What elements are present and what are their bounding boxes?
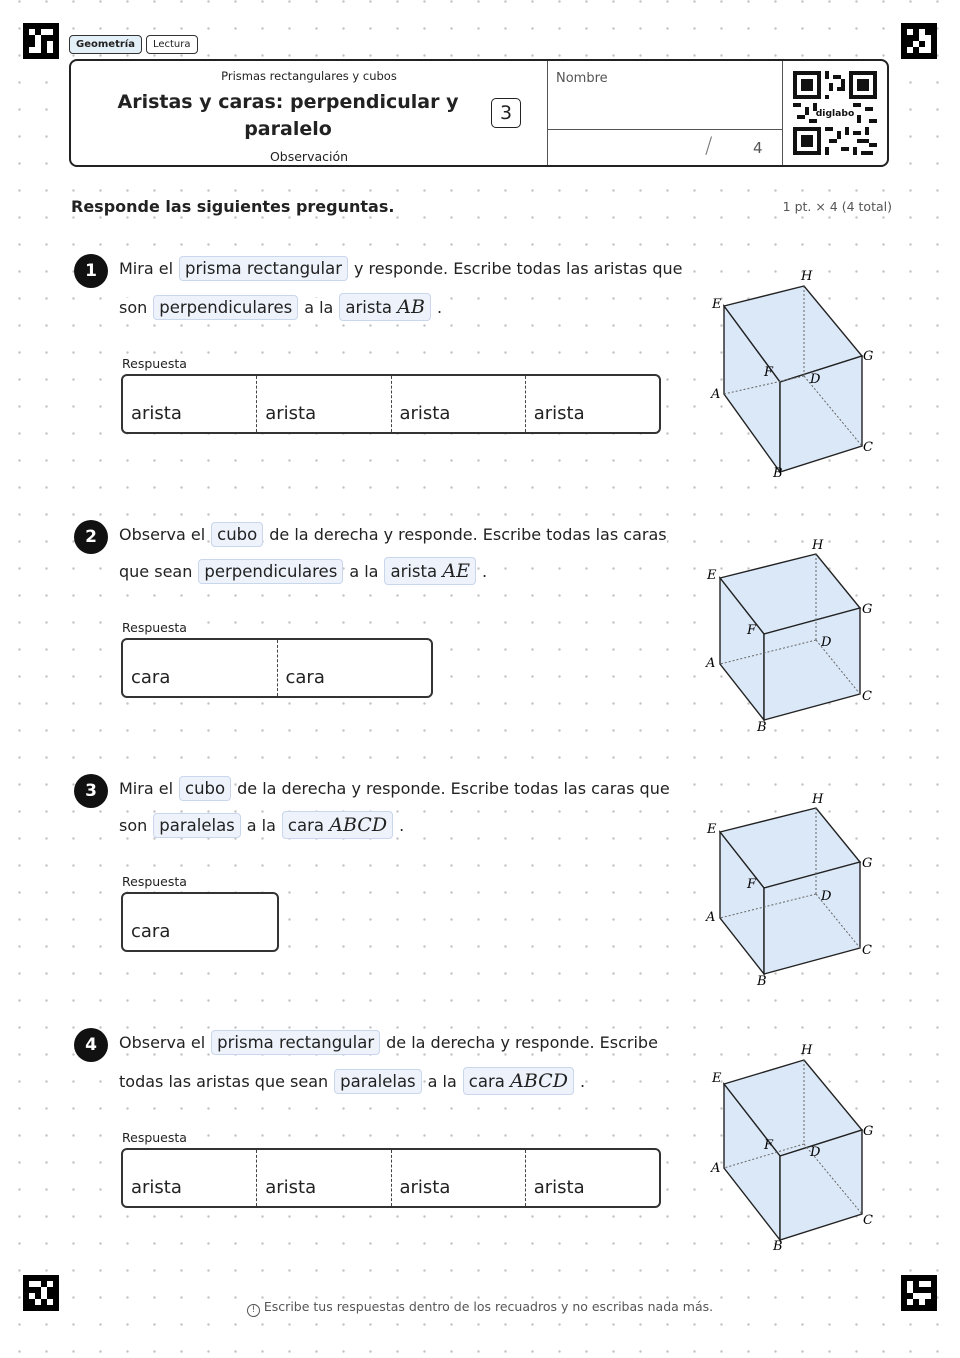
question-text-line-1 (119, 776, 670, 801)
question-number: 1 (74, 254, 108, 288)
chip-word: cara (287, 816, 324, 835)
keyword-chip: prisma rectangular (179, 256, 348, 281)
keyword-chip: cubo (211, 522, 263, 547)
face-chip (282, 811, 393, 839)
cell-label: cara (285, 667, 325, 688)
cell-label: arista (399, 1177, 451, 1198)
question-text-line-2 (119, 811, 404, 839)
corner-marker-top-left (23, 23, 59, 59)
header-title-block (71, 61, 548, 165)
answer-cell[interactable] (525, 376, 659, 432)
vertex-f: F (764, 365, 774, 380)
answer-label: Respuesta (122, 620, 187, 635)
cell-label: arista (265, 403, 317, 424)
text: . (579, 1071, 586, 1091)
answer-cell[interactable] (123, 1150, 256, 1206)
keyword-chip: cubo (179, 776, 231, 801)
vertex-d: D (810, 372, 821, 387)
cell-label: arista (131, 1177, 182, 1198)
answer-cell[interactable] (123, 376, 256, 432)
page-title: Aristas y caras: perpendicular y paralelo (117, 91, 459, 140)
text: de la derecha y responde. Escribe (386, 1033, 658, 1052)
text: a la (304, 297, 334, 317)
answer-box[interactable] (121, 374, 661, 434)
chip-word: arista (390, 562, 438, 581)
keyword-chip: paralelas (334, 1069, 422, 1094)
answer-cell[interactable] (123, 640, 277, 696)
cell-label: arista (131, 403, 182, 424)
keyword-chip: perpendiculares (198, 559, 343, 584)
vertex-d: D (810, 1145, 821, 1160)
score-slash: / (705, 134, 713, 159)
vertex-h: H (801, 1043, 813, 1058)
vertex-c: C (862, 943, 872, 958)
question-text-line-2 (119, 1067, 585, 1095)
answer-cell[interactable] (391, 1150, 525, 1206)
worksheet-number-badge: 3 (491, 98, 521, 128)
chip-word: arista (345, 298, 393, 317)
score-total: 4 (753, 139, 763, 157)
chip-math: AB (397, 296, 425, 318)
keyword-chip: paralelas (153, 813, 241, 838)
text: que sean (119, 561, 193, 581)
edge-chip (384, 557, 476, 585)
vertex-e: E (707, 822, 717, 837)
vertex-g: G (862, 602, 873, 617)
vertex-a: A (706, 656, 716, 671)
cell-label: arista (533, 403, 585, 424)
vertex-h: H (812, 538, 824, 553)
question-text-line-1 (119, 256, 682, 281)
vertex-c: C (862, 689, 872, 704)
answer-cell[interactable] (391, 376, 525, 432)
text: Mira el (119, 259, 174, 278)
instructions: Responde las siguientes preguntas. (71, 197, 395, 216)
text: y responde. Escribe todas las aristas que (353, 259, 683, 278)
qr-code-icon (793, 71, 877, 155)
chip-math: ABCD (329, 814, 388, 836)
score-field[interactable] (547, 129, 783, 165)
vertex-g: G (863, 1124, 874, 1139)
answer-cell[interactable] (123, 894, 277, 950)
vertex-f: F (764, 1138, 774, 1153)
vertex-b: B (773, 466, 783, 481)
header-subtitle: Prismas rectangulares y cubos (221, 69, 397, 83)
name-label: Nombre (556, 71, 608, 86)
text: son (119, 815, 148, 835)
vertex-e: E (712, 1071, 722, 1086)
subject-tags (69, 35, 198, 54)
text: a la (349, 561, 379, 581)
chip-math: ABCD (510, 1070, 568, 1092)
answer-cell[interactable] (277, 640, 432, 696)
worksheet-header (69, 59, 889, 167)
qr-label: diglabo (815, 108, 855, 120)
text: son (119, 297, 148, 317)
text: a la (246, 815, 276, 835)
rectangular-prism-diagram (700, 1038, 890, 1258)
answer-label: Respuesta (122, 1130, 187, 1145)
corner-marker-top-right (901, 23, 937, 59)
answer-box[interactable] (121, 892, 279, 952)
keyword-chip: prisma rectangular (211, 1030, 380, 1055)
rectangular-prism-diagram (700, 264, 890, 484)
vertex-e: E (712, 297, 722, 312)
cell-label: arista (533, 1177, 585, 1198)
cell-label: cara (131, 921, 171, 942)
chip-word: cara (468, 1072, 505, 1091)
text: todas las aristas que sean (119, 1071, 329, 1091)
text: Observa el (119, 1033, 206, 1052)
name-field[interactable] (547, 61, 783, 130)
text: . (436, 297, 443, 317)
tag-lectura: Lectura (146, 35, 198, 54)
cell-label: cara (131, 667, 171, 688)
answer-box[interactable] (121, 638, 433, 698)
vertex-b: B (757, 974, 767, 989)
keyword-chip: perpendiculares (153, 295, 298, 320)
vertex-f: F (747, 623, 757, 638)
text: de la derecha y responde. Escribe todas las caras que (237, 779, 670, 798)
vertex-d: D (821, 635, 832, 650)
text: . (481, 561, 488, 581)
cell-label: arista (265, 1177, 317, 1198)
face-chip (463, 1067, 574, 1095)
vertex-a: A (711, 1161, 721, 1176)
vertex-a: A (706, 910, 716, 925)
qr-code (783, 61, 887, 165)
answer-cell[interactable] (256, 1150, 390, 1206)
text: Mira el (119, 779, 174, 798)
vertex-g: G (863, 349, 874, 364)
info-icon: ! (247, 1304, 260, 1317)
text: Observa el (119, 525, 206, 544)
tag-geometria: Geometría (69, 35, 142, 54)
text: . (399, 815, 405, 835)
vertex-b: B (773, 1239, 783, 1254)
edge-chip (339, 293, 431, 321)
answer-label: Respuesta (122, 874, 187, 889)
footer-note (0, 1299, 960, 1317)
header-category: Observación (269, 149, 349, 164)
vertex-h: H (801, 269, 813, 284)
footer-text: Escribe tus respuestas dentro de los recuadros y no escribas nada más. (263, 1299, 714, 1314)
cube-diagram (700, 788, 890, 993)
answer-box[interactable] (121, 1148, 661, 1208)
vertex-d: D (821, 889, 832, 904)
points-info: 1 pt. × 4 (4 total) (782, 199, 892, 214)
text: a la (427, 1071, 457, 1091)
text: de la derecha y responde. Escribe todas las caras (269, 525, 667, 544)
answer-label: Respuesta (122, 356, 187, 371)
chip-math: AE (442, 560, 470, 582)
question-text-line-2 (119, 557, 487, 585)
cube-diagram (700, 534, 890, 739)
vertex-b: B (757, 720, 767, 735)
question-number: 4 (74, 1028, 108, 1062)
vertex-g: G (862, 856, 873, 871)
question-text-line-1 (119, 1030, 658, 1055)
question-text-line-1 (119, 522, 667, 547)
question-number: 2 (74, 520, 108, 554)
vertex-f: F (747, 877, 757, 892)
footer-wrap (244, 1299, 716, 1314)
cell-label: arista (399, 403, 451, 424)
vertex-e: E (707, 568, 717, 583)
answer-cell[interactable] (256, 376, 390, 432)
question-text-line-2 (119, 293, 442, 321)
vertex-a: A (711, 387, 721, 402)
question-number: 3 (74, 774, 108, 808)
vertex-c: C (863, 440, 873, 455)
vertex-c: C (863, 1213, 873, 1228)
answer-cell[interactable] (525, 1150, 659, 1206)
vertex-h: H (812, 792, 824, 807)
